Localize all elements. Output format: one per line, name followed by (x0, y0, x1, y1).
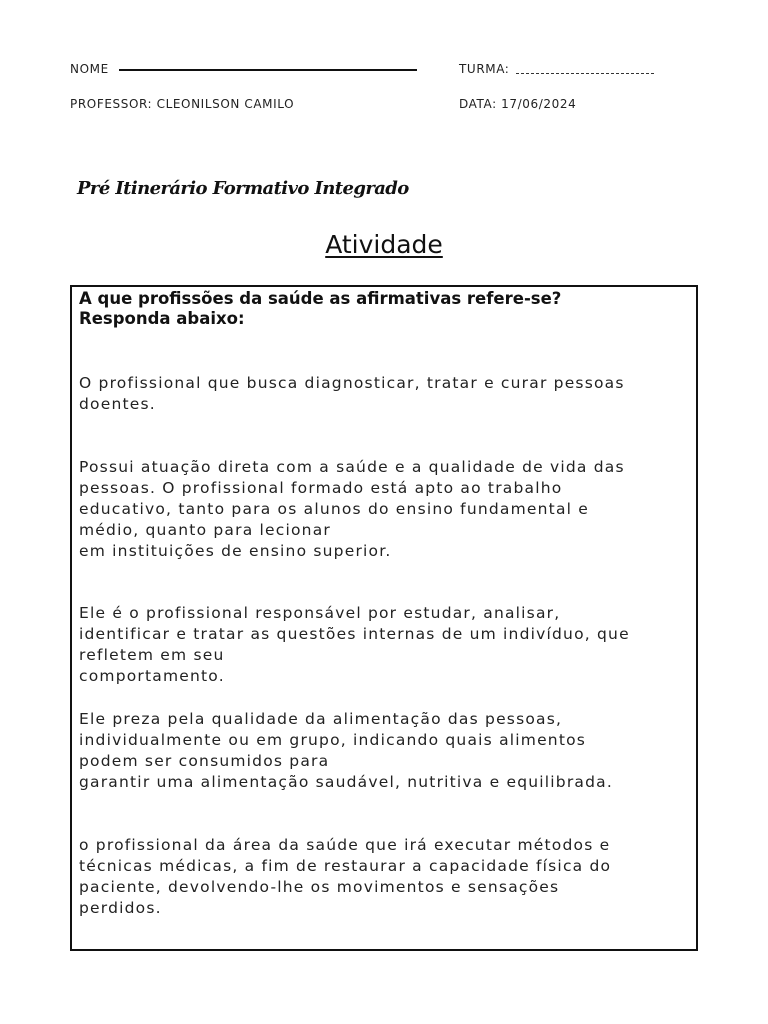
subject-title: Pré Itinerário Formativo Integrado (77, 178, 409, 199)
class-line[interactable] (516, 73, 654, 74)
statement-line: Possui atuação direta com a saúde e a qualidade de vida das (79, 458, 625, 476)
statement-1 (79, 373, 689, 415)
statement-line: perdidos. (79, 899, 162, 917)
name-line[interactable] (119, 69, 417, 71)
statement-line: identificar e tratar as questões internas de um indivíduo, que (79, 625, 630, 643)
statement-5 (79, 835, 689, 919)
statement-line: técnicas médicas, a fim de restaurar a capacidade física do (79, 857, 612, 875)
statement-line: refletem em seu (79, 646, 225, 664)
activity-title-text: Atividade (325, 230, 443, 259)
statement-line: o profissional da área da saúde que irá executar métodos e (79, 836, 611, 854)
statement-2 (79, 457, 689, 562)
question-line: Responda abaixo: (79, 309, 245, 328)
activity-title (0, 230, 768, 259)
class-label: TURMA: (459, 62, 510, 76)
teacher-text: PROFESSOR: CLEONILSON CAMILO (70, 97, 295, 111)
statement-line: em instituições de ensino superior. (79, 542, 392, 560)
statement-line: educativo, tanto para os alunos do ensino fundamental e (79, 500, 590, 518)
statement-line: paciente, devolvendo-lhe os movimentos e sensações (79, 878, 560, 896)
statement-line: Ele é o profissional responsável por estudar, analisar, (79, 604, 561, 622)
statement-line: doentes. (79, 395, 156, 413)
statement-3 (79, 603, 689, 687)
question-line: A que profissões da saúde as afirmativas refere-se? (79, 289, 562, 308)
statement-line: Ele preza pela qualidade da alimentação das pessoas, (79, 710, 563, 728)
statement-line: garantir uma alimentação saudável, nutritiva e equilibrada. (79, 773, 613, 791)
activity-box (70, 285, 698, 951)
statement-4 (79, 709, 689, 793)
statement-line: individualmente ou em grupo, indicando quais alimentos (79, 731, 587, 749)
statement-line: comportamento. (79, 667, 225, 685)
statement-line: pessoas. O profissional formado está apto ao trabalho (79, 479, 563, 497)
question-text (79, 289, 679, 329)
statement-line: podem ser consumidos para (79, 752, 330, 770)
statement-line: médio, quanto para lecionar (79, 521, 331, 539)
date-text: DATA: 17/06/2024 (459, 97, 577, 111)
name-label: NOME (70, 62, 109, 76)
statement-line: O profissional que busca diagnosticar, tratar e curar pessoas (79, 374, 625, 392)
